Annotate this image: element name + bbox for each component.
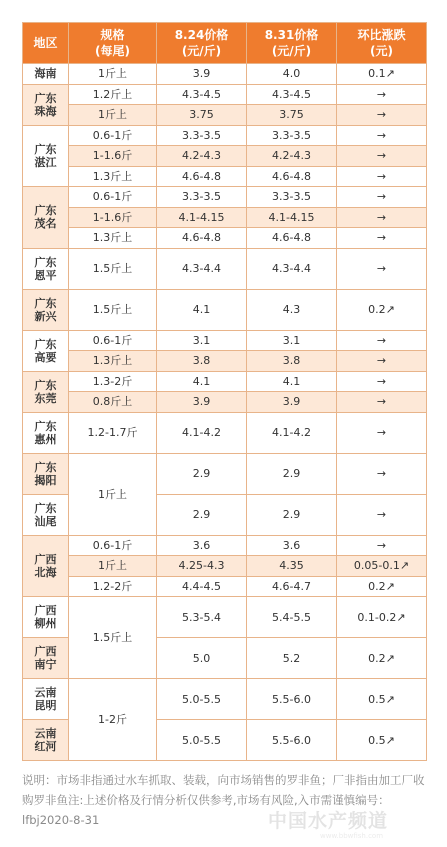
spec-cell: 0.8斤上	[69, 392, 157, 413]
header-change: 环比涨跌 (元)	[337, 23, 427, 64]
spec-cell: 0.6-1斤	[69, 125, 157, 146]
change-cell: 0.5↗	[337, 720, 427, 761]
change-cell: 0.5↗	[337, 679, 427, 720]
change-cell: →	[337, 187, 427, 208]
price-0824-cell: 3.3-3.5	[157, 125, 247, 146]
price-0824-cell: 5.0-5.5	[157, 679, 247, 720]
price-0831-cell: 4.2-4.3	[247, 146, 337, 167]
price-0824-cell: 4.1-4.15	[157, 207, 247, 228]
change-cell: →	[337, 166, 427, 187]
price-0831-cell: 4.35	[247, 556, 337, 577]
price-0831-cell: 4.3-4.5	[247, 84, 337, 105]
change-cell: →	[337, 371, 427, 392]
price-0831-cell: 4.6-4.7	[247, 576, 337, 597]
spec-cell: 1.2斤上	[69, 84, 157, 105]
price-0831-cell: 5.5-6.0	[247, 720, 337, 761]
change-cell: 0.2↗	[337, 576, 427, 597]
price-0831-cell: 4.3	[247, 289, 337, 330]
change-cell: →	[337, 125, 427, 146]
table-row	[23, 289, 427, 330]
price-0824-cell: 4.6-4.8	[157, 228, 247, 249]
change-cell: 0.2↗	[337, 289, 427, 330]
change-cell: 0.1-0.2↗	[337, 597, 427, 638]
change-cell: →	[337, 207, 427, 228]
spec-cell: 1.3-2斤	[69, 371, 157, 392]
change-cell: 0.1↗	[337, 64, 427, 85]
table-row	[23, 125, 427, 146]
price-0824-cell: 4.3-4.4	[157, 248, 247, 289]
region-cell: 云南 昆明	[23, 679, 69, 720]
region-cell: 广东 茂名	[23, 187, 69, 249]
change-cell: →	[337, 494, 427, 535]
spec-cell: 1.5斤上	[69, 248, 157, 289]
price-0824-cell: 4.1	[157, 371, 247, 392]
region-cell: 广西 北海	[23, 535, 69, 597]
price-0831-cell: 4.3-4.4	[247, 248, 337, 289]
price-0831-cell: 4.1	[247, 371, 337, 392]
table-row	[23, 64, 427, 85]
price-0824-cell: 4.3-4.5	[157, 84, 247, 105]
spec-cell: 0.6-1斤	[69, 330, 157, 351]
spec-cell: 1.2-2斤	[69, 576, 157, 597]
price-0824-cell: 3.9	[157, 64, 247, 85]
price-0824-cell: 4.1	[157, 289, 247, 330]
price-0824-cell: 2.9	[157, 453, 247, 494]
table-row	[23, 248, 427, 289]
footnote: 说明：市场非指通过水车抓取、装载，向市场销售的罗非鱼；厂非指由加工厂收购罗非鱼注:上述价格及行情分析仅供参考,市场有风险,入市需谨慎编号：lfbj2020-8-31	[22, 773, 425, 827]
header-price-0824: 8.24价格 (元/斤)	[157, 23, 247, 64]
region-cell: 广东 揭阳	[23, 453, 69, 494]
table-row	[23, 535, 427, 556]
table-row	[23, 371, 427, 392]
change-cell: →	[337, 84, 427, 105]
spec-cell: 1.2-1.7斤	[69, 412, 157, 453]
price-table-body	[23, 64, 427, 761]
price-0824-cell: 4.4-4.5	[157, 576, 247, 597]
spec-cell: 1-2斤	[69, 679, 157, 761]
table-row	[23, 597, 427, 638]
price-0831-cell: 4.1-4.15	[247, 207, 337, 228]
table-row	[23, 84, 427, 105]
change-cell: →	[337, 351, 427, 372]
table-row	[23, 330, 427, 351]
table-row	[23, 228, 427, 249]
price-0824-cell: 5.0-5.5	[157, 720, 247, 761]
price-0831-cell: 4.6-4.8	[247, 228, 337, 249]
spec-cell: 1.3斤上	[69, 228, 157, 249]
price-0824-cell: 3.1	[157, 330, 247, 351]
change-cell: →	[337, 453, 427, 494]
price-0831-cell: 3.1	[247, 330, 337, 351]
region-cell: 广东 高要	[23, 330, 69, 371]
table-row	[23, 392, 427, 413]
price-0831-cell: 2.9	[247, 494, 337, 535]
price-0831-cell: 5.4-5.5	[247, 597, 337, 638]
price-0824-cell: 3.8	[157, 351, 247, 372]
price-0831-cell: 4.6-4.8	[247, 166, 337, 187]
table-row	[23, 207, 427, 228]
region-cell: 广西 柳州	[23, 597, 69, 638]
spec-cell: 1斤上	[69, 556, 157, 577]
spec-cell: 1.5斤上	[69, 289, 157, 330]
price-table	[22, 22, 427, 761]
header-region: 地区	[23, 23, 69, 64]
price-0824-cell: 4.2-4.3	[157, 146, 247, 167]
change-cell: →	[337, 105, 427, 126]
watermark-url: www.bbwfish.com	[320, 832, 384, 840]
change-cell: →	[337, 412, 427, 453]
table-header-row	[23, 23, 427, 64]
price-0824-cell: 5.3-5.4	[157, 597, 247, 638]
spec-cell: 1斤上	[69, 105, 157, 126]
price-0831-cell: 5.5-6.0	[247, 679, 337, 720]
region-cell: 广东 惠州	[23, 412, 69, 453]
spec-cell: 0.6-1斤	[69, 187, 157, 208]
table-row	[23, 556, 427, 577]
change-cell: →	[337, 535, 427, 556]
spec-cell: 1-1.6斤	[69, 146, 157, 167]
header-spec: 规格 (每尾)	[69, 23, 157, 64]
price-0831-cell: 3.9	[247, 392, 337, 413]
price-0831-cell: 3.3-3.5	[247, 125, 337, 146]
table-row	[23, 166, 427, 187]
header-price-0831: 8.31价格 (元/斤)	[247, 23, 337, 64]
region-cell: 云南 红河	[23, 720, 69, 761]
table-row	[23, 453, 427, 494]
price-0831-cell: 3.75	[247, 105, 337, 126]
price-0824-cell: 4.25-4.3	[157, 556, 247, 577]
change-cell: 0.05-0.1↗	[337, 556, 427, 577]
table-row	[23, 105, 427, 126]
spec-cell: 1斤上	[69, 453, 157, 535]
spec-cell: 0.6-1斤	[69, 535, 157, 556]
table-row	[23, 351, 427, 372]
price-0824-cell: 3.6	[157, 535, 247, 556]
change-cell: →	[337, 392, 427, 413]
price-0824-cell: 4.1-4.2	[157, 412, 247, 453]
change-cell: →	[337, 248, 427, 289]
price-0824-cell: 3.3-3.5	[157, 187, 247, 208]
price-0824-cell: 5.0	[157, 638, 247, 679]
price-0824-cell: 3.9	[157, 392, 247, 413]
price-0831-cell: 5.2	[247, 638, 337, 679]
change-cell: →	[337, 330, 427, 351]
table-row	[23, 412, 427, 453]
watermark: 中国水产频道	[268, 810, 389, 832]
table-row	[23, 576, 427, 597]
spec-cell: 1.3斤上	[69, 351, 157, 372]
region-cell: 广东 珠海	[23, 84, 69, 125]
table-row	[23, 146, 427, 167]
price-0824-cell: 4.6-4.8	[157, 166, 247, 187]
spec-cell: 1.5斤上	[69, 597, 157, 679]
price-0824-cell: 2.9	[157, 494, 247, 535]
spec-cell: 1-1.6斤	[69, 207, 157, 228]
price-0831-cell: 2.9	[247, 453, 337, 494]
region-cell: 海南	[23, 64, 69, 85]
spec-cell: 1.3斤上	[69, 166, 157, 187]
price-0831-cell: 3.3-3.5	[247, 187, 337, 208]
region-cell: 广东 东莞	[23, 371, 69, 412]
change-cell: 0.2↗	[337, 638, 427, 679]
price-0831-cell: 3.8	[247, 351, 337, 372]
region-cell: 广东 汕尾	[23, 494, 69, 535]
change-cell: →	[337, 228, 427, 249]
table-row	[23, 679, 427, 720]
table-row	[23, 187, 427, 208]
region-cell: 广东 恩平	[23, 248, 69, 289]
price-0824-cell: 3.75	[157, 105, 247, 126]
region-cell: 广东 湛江	[23, 125, 69, 187]
change-cell: →	[337, 146, 427, 167]
price-0831-cell: 4.1-4.2	[247, 412, 337, 453]
price-0831-cell: 3.6	[247, 535, 337, 556]
price-0831-cell: 4.0	[247, 64, 337, 85]
region-cell: 广东 新兴	[23, 289, 69, 330]
region-cell: 广西 南宁	[23, 638, 69, 679]
spec-cell: 1斤上	[69, 64, 157, 85]
